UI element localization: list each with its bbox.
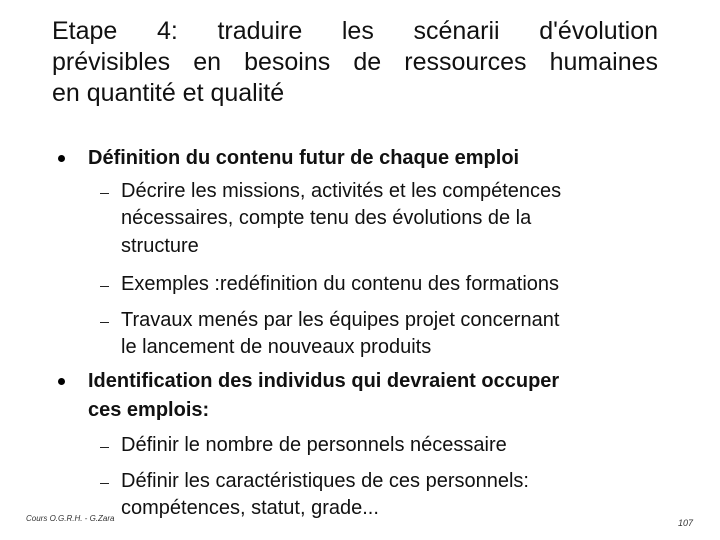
dash-icon xyxy=(100,286,109,287)
page-number: 107 xyxy=(678,518,694,528)
footer-credit: Cours O.G.R.H. - G.Zara xyxy=(26,514,115,523)
dash-icon xyxy=(100,447,109,448)
section-1-item-1-line-1: Décrire les missions, activités et les compétences xyxy=(121,180,562,202)
section-1-item-3-line-2: le lancement de nouveaux produits xyxy=(121,336,432,358)
section-heading-2-line-1: Identification des individus qui devraient occuper xyxy=(88,370,560,392)
section-1-item-3-line-1: Travaux menés par les équipes projet concernant xyxy=(121,309,560,331)
dash-icon xyxy=(100,193,109,194)
slide-title xyxy=(52,16,658,109)
section-1-item-2-line-1: Exemples :redéfinition du contenu des formations xyxy=(121,273,560,295)
section-1-item-1-line-2: nécessaires, compte tenu des évolutions de la xyxy=(121,207,532,229)
bullet-icon xyxy=(58,378,65,385)
section-2-item-2-line-2: compétences, statut, grade... xyxy=(121,497,379,519)
title-line-3: en quantité et qualité xyxy=(52,79,285,107)
dash-icon xyxy=(100,483,109,484)
section-heading-2-line-2: ces emplois: xyxy=(88,399,210,421)
section-1-item-1-line-3: structure xyxy=(121,235,199,257)
section-2-item-1-line-1: Définir le nombre de personnels nécessaire xyxy=(121,434,507,456)
bullet-icon xyxy=(58,155,65,162)
section-2-item-2-line-1: Définir les caractéristiques de ces personnels: xyxy=(121,470,529,492)
dash-icon xyxy=(100,322,109,323)
title-line-1: Etape 4: traduire les scénarii d'évolution xyxy=(52,17,658,45)
title-line-2: prévisibles en besoins de ressources humaines xyxy=(52,48,658,76)
section-heading-1: Définition du contenu futur de chaque emploi xyxy=(88,147,520,169)
